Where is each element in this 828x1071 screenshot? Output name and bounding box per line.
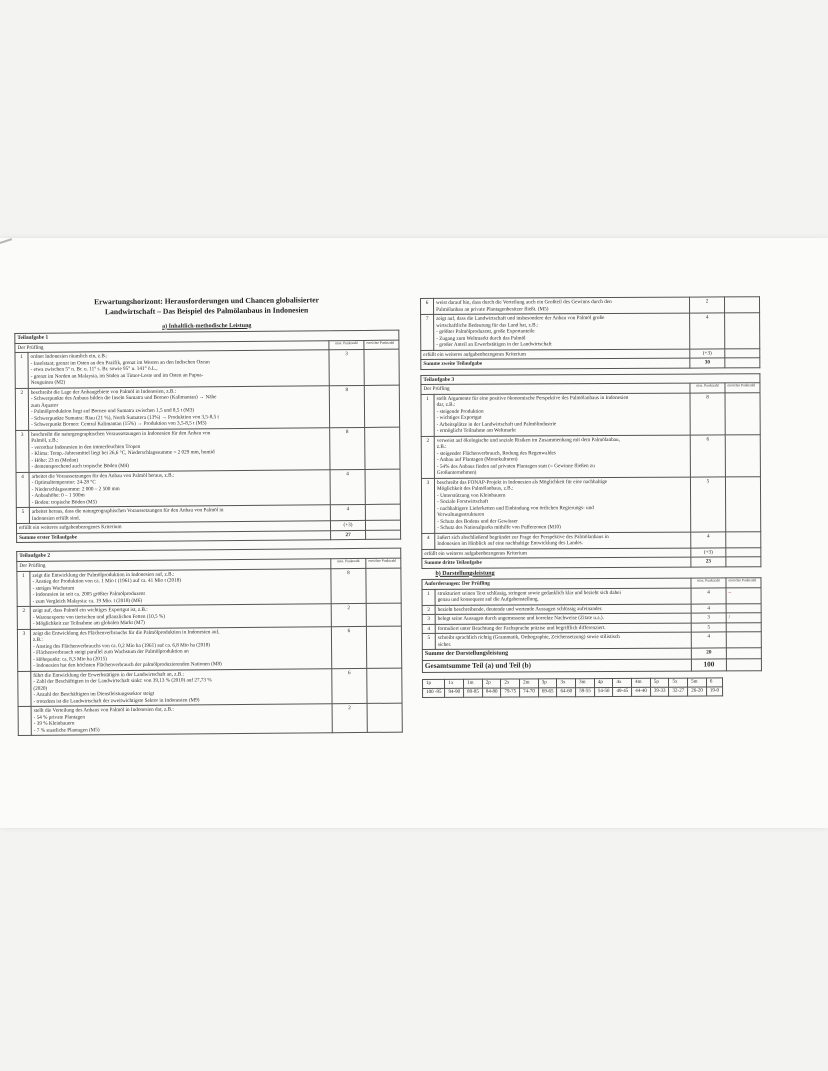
item-line: zeigt die Entwicklung des Flächenverbrauchs für die Palmölproduktion in Indonesien auf, — [32, 628, 220, 637]
max-label: max. Punktzahl — [329, 340, 364, 350]
item-line: ordnet Indonesien räumlich ein, z.B.: — [30, 353, 108, 361]
max-label: max. Punktzahl — [690, 383, 725, 393]
sum-pts: 27 — [331, 530, 366, 540]
item-line: strukturiert seinen Text schlüssig, stringent sowie gedanklich klar und bezieht sich dabei — [437, 589, 621, 597]
item-line: - Schwerpunkte Sumatra: Riau (21 %), North Sumatera (13%) → Produktion von 3,5-8,5 t — [31, 413, 219, 422]
erreicht-label: erreichte Punktzahl — [366, 558, 401, 568]
teil2-continued-body — [421, 297, 760, 350]
darstellung-row — [422, 587, 761, 605]
erreicht-label: erreichte Punktzahl — [725, 383, 760, 393]
item-line: Möglichkeit des Palmölanbaus, z.B.: — [436, 485, 514, 493]
achieved-points — [366, 603, 401, 626]
item-line: dar, z.B.: — [436, 402, 456, 409]
item-line: - Palmölproduktion liegt auf Borneo und Sumatra zwischen 1,5 und 8,5 t (M3) — [30, 407, 195, 416]
title-line-1: Erwartungshorizont: Herausforderungen und Chancen globalisierter — [94, 295, 319, 307]
item-text — [30, 604, 331, 629]
item-text — [435, 588, 691, 605]
item-number: 6 — [421, 298, 434, 314]
achieved-points — [366, 626, 401, 668]
grade-label: 4m — [632, 678, 651, 687]
item-line: - größter Palmölproduzent, große Exportanteile — [436, 328, 535, 335]
item-number: 4 — [422, 624, 435, 634]
item-line: - Warenexporte von tierischen und pflanzlichen Fetten (10,5 %) — [32, 613, 165, 621]
item-line: - Unterstützung von Kleinbauern — [437, 492, 506, 499]
item-line: formuliert unter Beachtung der Fachsprache präzise und begrifflich differenziert. — [437, 624, 606, 632]
teil2-row — [17, 603, 401, 629]
item-number: 1 — [422, 589, 435, 605]
item-text — [435, 632, 691, 649]
grade-range-row — [423, 687, 723, 698]
teil2-heading: Teilaufgabe 2 — [17, 548, 401, 561]
item-line: stellt Argumente für eine positive ökonomische Perspektive des Palmölanbaus in Indonesien — [436, 394, 629, 402]
item-line: zeigt auf, dass Palmöl ein wichtiges Exportgut ist, z.B.: — [32, 606, 148, 614]
kriterium-label: erfüllt ein weiteres aufgabenbezogenes Kriterium — [422, 548, 691, 559]
achieved-points — [365, 469, 400, 505]
item-text — [28, 386, 329, 431]
achieved-points — [725, 476, 760, 531]
item-line: - 7 % staatliche Plantagen (M5) — [33, 726, 100, 734]
item-line: - etwa zwischen 5° n. Br. u. 11° s. Br. sowie 95° u. 141° ö.L., — [30, 365, 158, 374]
grade-range: 94-90 — [445, 688, 464, 697]
teil2-row — [17, 568, 401, 607]
item-line: schreibt sprachlich richtig (Grammatik, Orthographie, Zeichensetzung) sowie stilistisch — [437, 634, 620, 642]
max-points: 6 — [690, 435, 725, 477]
item-number: 2 — [15, 388, 28, 430]
teil1-heading: Teilaufgabe 1 — [15, 330, 399, 343]
sum-label: Summe dritte Teilaufgabe — [422, 557, 691, 568]
item-number: 3 — [16, 430, 29, 472]
item-line: beschreibt die naturgeographischen Voraussetzungen in Indonesien für den Anbau von — [31, 430, 211, 438]
max-points: 4 — [691, 532, 726, 548]
item-line: zeigt auf, dass die Landwirtschaft und insbesondere der Anbau von Palmöl große — [436, 315, 605, 322]
grade-label: 2p — [482, 679, 501, 688]
max-points: 4 — [691, 588, 726, 604]
item-line: - Schwerpunkte des Anbaus bilden die Inseln Sumatra und Borneo (Kalimantan) → Nähe — [30, 394, 217, 403]
item-text — [434, 297, 690, 314]
max-points: 4 — [691, 604, 726, 614]
teil1-row — [15, 349, 399, 388]
item-line: - ermöglicht Teilnahme am Weltmarkt — [436, 427, 516, 435]
item-line: - Anbau auf Plantagen (Monokulturen) — [436, 456, 518, 464]
grade-range: 39-33 — [650, 687, 669, 696]
item-line: - steigende Produktion — [436, 408, 484, 415]
item-line: arbeitet die Voraussetzungen für den Anbau von Palmöl heraus, z.B.: — [31, 472, 175, 480]
item-line: verweist auf ökologische und soziale Risiken im Zusammenhang mit dem Palmölanbau, — [436, 436, 620, 444]
rt-row — [421, 297, 760, 315]
pruefling-label: Der Prüfling — [15, 341, 329, 353]
item-line: - Anstieg der Produktion von ca. 1 Mio t (1961) auf ca. 41 Mio t (2018) — [32, 577, 182, 585]
grade-range: 89-85 — [464, 688, 483, 697]
max-points: 4 — [690, 313, 725, 349]
left-column — [14, 295, 403, 736]
item-line: - Niederschlagssumme: 2 000 – 2 500 mm — [31, 485, 120, 493]
item-line: Indonesien erfüllt sind. — [31, 515, 80, 522]
item-line: - Boden: tropische Böden (M5) — [31, 499, 97, 506]
item-number: 5 — [16, 508, 29, 524]
item-line: bezieht beschreibende, deutende und wertende Aussagen schlüssig aufeinander. — [437, 605, 603, 613]
teil3-table — [420, 373, 761, 569]
grade-label: 3m — [576, 678, 595, 687]
kriterium-pts: (+3) — [330, 521, 365, 531]
item-number: 1 — [15, 353, 28, 389]
item-line: - dementsprechend auch tropische Böden (M4) — [31, 463, 130, 471]
max-label: max. Punktzahl — [331, 558, 366, 568]
grade-range: 26-20 — [688, 687, 707, 696]
item-number: 2 — [422, 605, 435, 615]
item-line: - Arbeitsplätze in der Landwirtschaft und Palmölindustrie — [436, 421, 557, 428]
achieved-points — [726, 531, 761, 547]
grade-range: 84-80 — [482, 688, 501, 697]
grade-range: 54-50 — [594, 687, 613, 696]
teil1-row — [16, 469, 400, 508]
grade-label: 1p — [422, 679, 444, 688]
grade-range: 69-65 — [538, 688, 557, 697]
item-line: - grenzt im Norden an Malaysia, im Süden an Timor-Leste und im Osten an Papua- — [30, 372, 204, 380]
grade-label: 5p — [650, 678, 669, 687]
teil3-row — [421, 434, 760, 478]
item-text — [434, 313, 690, 350]
item-text — [434, 435, 690, 478]
darstellung-row — [422, 632, 761, 650]
item-line: belegt seine Aussagen durch angemessene und korrekte Nachweise (Zitate u.a.). — [437, 615, 604, 623]
item-line: - Inselstaat; grenzt im Osten an den Pazifik, grenzt im Westen an den Indischen Ozean — [30, 359, 210, 367]
item-line: - Anbauhöhe: 0 – 1 500m — [31, 492, 85, 500]
max-points: 2 — [331, 603, 366, 626]
grade-range: 74-70 — [520, 688, 539, 697]
item-line: Verwaltungsstrukturen — [437, 511, 485, 519]
teil1-body — [15, 349, 400, 523]
darstellung-table — [421, 577, 761, 672]
achieved-points — [365, 504, 400, 520]
item-line: - Indonesien hat den höchsten Flächenverbrauch der palmölproduzierenden Nationen (M8) — [33, 661, 222, 669]
item-line: - zum Vergleich Malaysia: ca. 19 Mio. t (2018) (M6) — [32, 597, 143, 605]
max-points: 8 — [329, 385, 364, 427]
item-text — [30, 568, 331, 606]
achieved-points — [367, 668, 402, 704]
item-line: - Anzahl der Beschäftigten im Dienstleistungssektor steigt — [33, 690, 155, 698]
max-points: 5 — [691, 623, 726, 633]
item-line: - Zugang zum Weltmarkt durch das Palmöl — [436, 334, 526, 342]
grade-range: 19-0 — [706, 687, 722, 696]
right-column — [420, 296, 762, 698]
item-number: 2 — [421, 436, 434, 478]
section-a-heading: a) Inhaltlich-methodische Leistung — [162, 322, 252, 330]
item-text — [434, 393, 690, 436]
gesamt-label: Gesamtsumme Teil (a) und Teil (b) — [422, 659, 691, 672]
summe-darstellung-pts: 20 — [691, 648, 726, 659]
kriterium-pts: (+3) — [691, 548, 726, 558]
item-line: Großunternehmen) — [436, 469, 477, 477]
max-points: 4 — [330, 469, 365, 505]
item-line: genau und konsequent auf die Aufgabenstellung. — [437, 596, 539, 604]
achieved-points — [726, 613, 761, 623]
teil2-continued-table — [420, 296, 760, 369]
item-line: z.B.: — [32, 636, 43, 643]
item-number: 3 — [421, 478, 434, 533]
item-line: - Flächenverbrauch steigt parallel zum Wachstum der Palmölproduktion an — [33, 648, 189, 656]
grade-range: 100 -95 — [423, 688, 445, 697]
max-points: 3 — [691, 613, 726, 623]
item-line: - Zahl der Beschäftigten in der Landwirtschaft sinkt: von 39,13 % (2010) auf 27,73 % — [33, 677, 212, 685]
item-number: 3 — [422, 615, 435, 625]
achieved-points — [725, 313, 760, 349]
item-line: zeigt die Entwicklung der Palmölproduktion in Indonesien auf, z.B.: — [32, 571, 175, 579]
document-title — [14, 295, 399, 319]
erreicht-label: erreichte Punktzahl — [726, 578, 761, 588]
item-line: sicher. — [437, 641, 452, 648]
teil3-body — [421, 392, 761, 549]
item-text — [29, 428, 330, 473]
grade-range: 59-55 — [576, 688, 595, 697]
item-line: - Optimaltemperatur: 24-28 °C — [31, 479, 96, 487]
item-line: - wichtiges Exportgut — [436, 414, 482, 422]
item-line: zum Äquator — [30, 402, 59, 409]
achieved-points — [726, 632, 761, 648]
grade-label: 5m — [688, 678, 707, 687]
max-points: 2 — [689, 297, 724, 313]
title-line-2: Landwirtschaft – Das Beispiel des Palmölanbaus in Indonesien — [104, 305, 309, 317]
summe-darstellung-label: Summe der Darstellungsleistung — [422, 648, 691, 660]
teil2-row — [17, 626, 401, 671]
item-line: - Höhepunkt: ca. 8,3 Mio ha (2015) — [33, 655, 107, 663]
sum-pts: 30 — [690, 358, 725, 368]
item-text — [434, 477, 690, 533]
item-line: äußert sich abschließend begründet zur Frage der Perspektive des Palmölanbaus in — [437, 533, 609, 541]
item-line: - stetiges Wachstum — [32, 584, 75, 592]
max-points: 5 — [690, 477, 725, 532]
item-number — [18, 671, 31, 707]
achieved-points — [726, 603, 761, 613]
item-line: - Möglichkeit zur Teilnahme am globalen Markt (M7) — [32, 619, 145, 627]
grade-label: 4p — [594, 678, 613, 687]
achieved-points — [364, 385, 399, 427]
teil3-heading: Teilaufgabe 3 — [421, 373, 760, 385]
item-line: - Indonesien ist seit ca. 2005 größter Palmölproduzent — [32, 590, 145, 598]
item-line: weist darauf hin, dass durch die Verteilung auch ein Großteil des Gewinns durch den — [436, 298, 612, 306]
max-points: 8 — [330, 427, 365, 469]
item-line: Indonesien im Hinblick auf eine nachhaltige Entwicklung des Landes. — [437, 540, 583, 548]
max-points: 6 — [332, 668, 367, 704]
grade-table — [422, 677, 723, 698]
item-text — [28, 350, 329, 388]
item-number: 4 — [16, 472, 29, 508]
anforderungen-label: Anforderungen: Der Prüfling — [422, 578, 691, 589]
item-line: stellt die Verteilung des Anbaus von Palmöl in Indonesien dar, z.B.: — [33, 706, 174, 714]
teil2-row — [18, 668, 402, 707]
achieved-points — [365, 427, 400, 469]
max-points: 2 — [332, 703, 367, 732]
item-line: - großer Anteil an Erwerbstätigen in der Landwirtschaft — [436, 341, 552, 348]
item-number: 1 — [421, 394, 434, 436]
teil2-body — [17, 568, 402, 736]
item-line: Palmölanbau an private Plantagenbesitzer fließt. (M5) — [436, 305, 549, 313]
item-number: 2 — [17, 606, 30, 629]
item-line: - Schwerpunkt Borneo: Central Kalimantan (15%) → Produktion von 3,5-8,5 t (M3) — [31, 420, 207, 429]
max-points: 8 — [331, 568, 366, 604]
grade-range: 49-45 — [613, 687, 632, 696]
gesamt-pts: 100 — [691, 659, 726, 671]
item-line: - Anstieg des Flächenverbrauchs von ca. 0,2 Mio ha (1961) auf ca. 6,8 Mio ha (2018) — [33, 641, 211, 650]
item-number: 7 — [421, 314, 434, 350]
item-number: 5 — [422, 634, 435, 650]
item-line: - 54% des Anbaus finden auf privaten Plantagen statt (= Gewinne fließen zu — [436, 462, 595, 470]
item-line: z.B.: — [436, 444, 447, 451]
item-text — [29, 469, 330, 507]
item-line: wirtschaftliche Bedeutung für das Land hat, z.B.: — [436, 321, 539, 329]
erreicht-label: erreichte Punktzahl — [364, 340, 399, 350]
pruefling-label: Der Prüfling — [17, 559, 331, 571]
sum-label: Summe erster Teilaufgabe — [17, 530, 331, 542]
grade-label: 4x — [613, 678, 632, 687]
achieved-points — [726, 587, 761, 603]
teil3-row — [422, 531, 761, 549]
achieved-points — [725, 434, 760, 476]
item-line: - Klima: Temp.-Jahresmittel liegt bei 26,6 °C, Niederschlagssumme = 2 029 mm, humid — [31, 449, 215, 458]
sum-label: Summe zweite Teilaufgabe — [421, 358, 690, 369]
item-line: - nachhaltigere Lieferketten und Einbindung von örtlichen Regierungs- und — [437, 504, 594, 512]
item-line: - 54 % private Plantagen — [33, 713, 85, 721]
teil2-row — [18, 703, 402, 735]
item-line: führt die Entwicklung der Erwerbstätigen in der Landwirtschaft an, z.B.: — [33, 671, 185, 679]
teil1-row — [15, 385, 399, 430]
grade-range: 32-27 — [669, 687, 688, 696]
item-number — [18, 706, 31, 735]
item-line: - verortbar Indonesien in den immerfeuchten Tropen — [31, 443, 141, 451]
item-line: (2020) — [33, 685, 48, 692]
pruefling-label: Der Prüfling — [421, 383, 690, 394]
grade-range: 64-60 — [557, 688, 576, 697]
item-text — [435, 532, 691, 549]
grade-label: 2m — [520, 679, 539, 688]
kriterium-pts: (+3) — [690, 348, 725, 358]
section-b-heading: b) Darstellungsleistung — [435, 570, 495, 577]
grade-label: 5x — [669, 678, 688, 687]
grade-label: 3x — [557, 678, 576, 687]
achieved-points — [724, 297, 759, 313]
item-line: - Höhe: 23 m (Medan) — [31, 457, 79, 464]
grade-label: 1x — [445, 679, 464, 688]
rt-row — [421, 313, 760, 350]
max-points: 8 — [690, 393, 725, 435]
max-points: 4 — [691, 632, 726, 648]
achieved-points — [366, 568, 401, 604]
item-line: - Schutz des Bodens und der Gewässer — [437, 518, 518, 525]
item-line: Neuguinea (M2) — [30, 379, 66, 387]
achieved-points — [726, 622, 761, 632]
max-points: 6 — [331, 626, 366, 668]
grade-label: 3p — [538, 679, 557, 688]
item-line: beschreibt die Lage der Anbaugebiete von Palmöl in Indonesien, z.B.: — [30, 388, 177, 396]
max-points: 4 — [330, 505, 365, 521]
grader-mark: – — [728, 589, 732, 596]
grade-label: 6 — [706, 678, 722, 687]
teil3-row — [421, 392, 760, 436]
item-number: 4 — [422, 533, 435, 549]
achieved-points — [725, 392, 760, 434]
item-text — [31, 668, 332, 706]
grade-label: 1m — [464, 679, 483, 688]
max-points: 3 — [329, 350, 364, 386]
teil2-table — [16, 548, 403, 736]
grade-range: 79-75 — [501, 688, 520, 697]
item-line: - steigender Flächenverbrauch, Rodung des Regenwaldes — [436, 450, 556, 457]
darstellung-body — [422, 587, 761, 649]
grade-label: 2x — [501, 679, 520, 688]
item-line: Palmöl, z.B.: — [31, 437, 59, 445]
item-number: 3 — [17, 629, 30, 671]
teil3-row — [421, 476, 760, 533]
grade-range: 44-40 — [632, 687, 651, 696]
item-line: - Schutz des Nationalparks mithilfe von Pufferzonen (M10) — [437, 524, 561, 532]
achieved-points — [364, 349, 399, 385]
item-text — [30, 626, 331, 671]
grader-mark: / — [728, 614, 731, 621]
item-number: 1 — [17, 571, 30, 607]
teil1-row — [16, 427, 400, 472]
item-line: arbeitet heraus, dass die naturgeographischen Voraussetzungen für den Anbau von Palmöl in — [31, 507, 224, 516]
item-line: - 39 % Kleinbauern — [33, 720, 75, 727]
achieved-points — [367, 703, 402, 732]
kriterium-label: erfüllt ein weiteres aufgabenbezogenes Kriterium — [421, 349, 690, 360]
sum-pts: 23 — [691, 557, 726, 567]
max-label: max. Punktzahl — [691, 578, 726, 588]
item-line: beschreibt das FONAP-Projekt in Indonesien als Möglichkeit für eine nachhaltige — [436, 478, 608, 486]
teil1-table — [14, 330, 401, 544]
item-text — [31, 704, 332, 736]
item-line: - trotzdem ist die Landwirtschaft der zweitwichtigste Sektor in Indonesien (M9) — [33, 696, 200, 705]
kriterium-label: erfüllt ein weiteres aufgabenbezogenes Kriterium — [16, 521, 330, 533]
item-line: - Soziale Forstwirtschaft — [437, 498, 489, 506]
